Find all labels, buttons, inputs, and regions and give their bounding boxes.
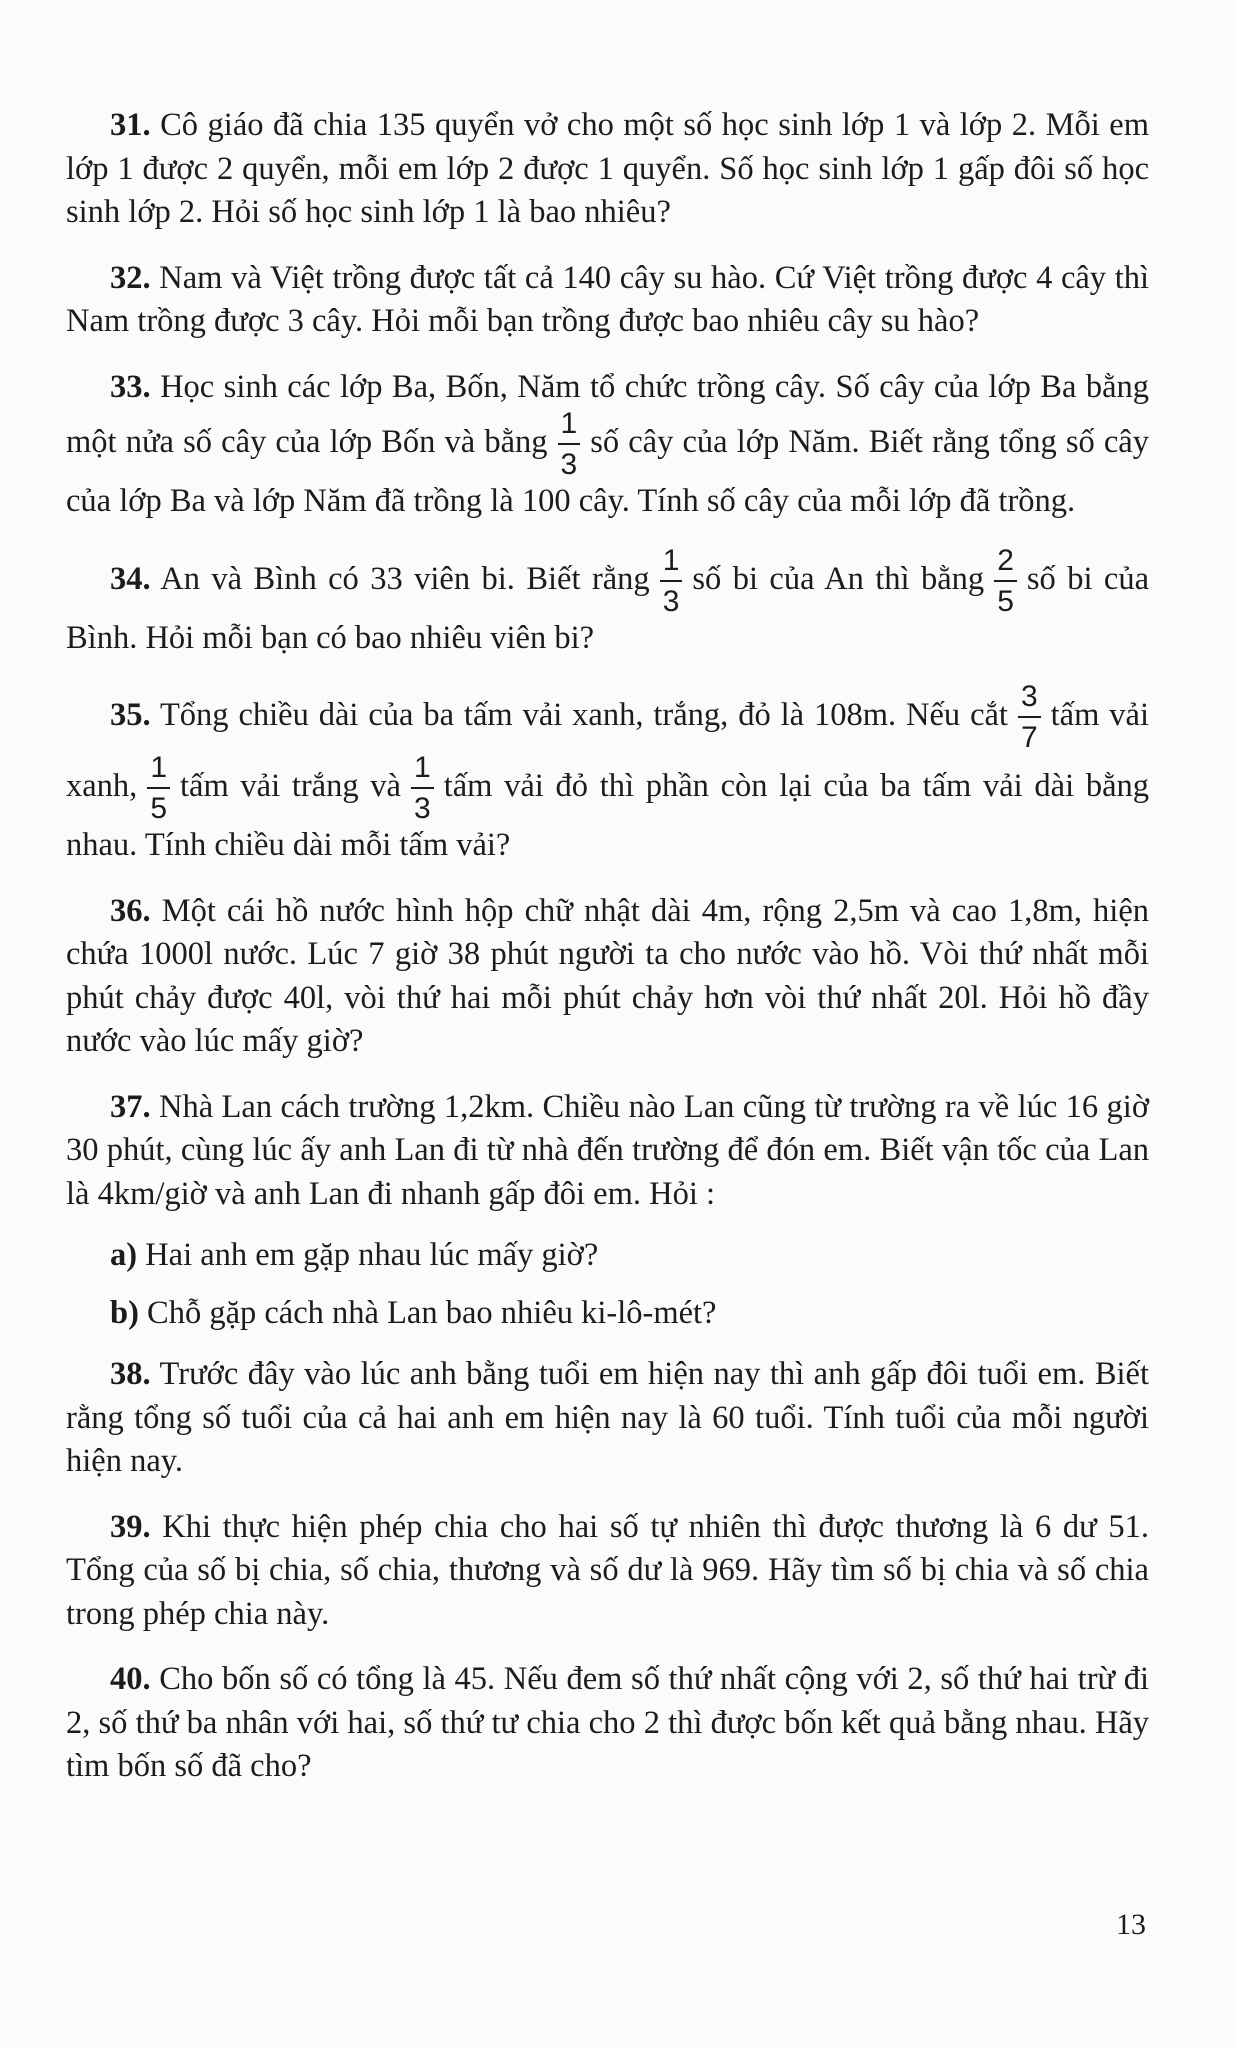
problem-text: Cô giáo đã chia 135 quyển vở cho một số học sinh lớp 1 và lớp 2. Mỗi em lớp 1 được 2 quyển, mỗi em lớp 2 được 1 quyển. Số học sinh lớp 1 gấp đôi số học sinh lớp 2. Hỏi số học sinh lớp 1 là bao nhiêu? — [66, 107, 1149, 230]
problem-number: 34. — [110, 560, 151, 597]
part-text: Chỗ gặp cách nhà Lan bao nhiêu ki-lô-mét? — [147, 1294, 717, 1331]
problem-text: tấm vải đỏ thì phần còn lại của ba tấm vải dài bằng nhau. Tính chiều dài mỗi tấm vải? — [66, 767, 1149, 863]
fraction-numerator: 2 — [997, 543, 1014, 577]
problem-37-part-b — [66, 1292, 1149, 1336]
problem-37-part-a — [66, 1234, 1149, 1278]
problem-40 — [66, 1658, 1149, 1789]
fraction-denominator: 5 — [997, 584, 1014, 618]
fraction — [411, 753, 434, 824]
fraction-denominator: 5 — [150, 792, 167, 825]
fraction-numerator: 1 — [414, 751, 431, 784]
problem-33 — [66, 366, 1149, 524]
part-label: a) — [110, 1237, 138, 1273]
problem-text: Trước đây vào lúc anh bằng tuổi em hiện nay thì anh gấp đôi tuổi em. Biết rằng tổng số tuổi của cả hai anh em hiện nay là 60 tuổi. Tính tuổi của mỗi người hiện nay. — [66, 1356, 1150, 1479]
fraction-numerator: 3 — [1020, 680, 1038, 713]
problem-number: 36. — [110, 892, 151, 929]
problem-text: Cho bốn số có tổng là 45. Nếu đem số thứ nhất cộng với 2, số thứ hai trừ đi 2, số thứ ba nhân với hai, số thứ tư chia cho 2 thì được bốn kết quả bằng nhau. Hãy tìm bốn số đã cho? — [66, 1661, 1150, 1784]
problem-number: 33. — [110, 368, 151, 405]
fraction-denominator: 3 — [560, 448, 578, 481]
fraction — [1018, 682, 1041, 753]
problem-text: tấm vải xanh, — [66, 696, 1149, 804]
problem-number: 40. — [110, 1661, 151, 1697]
problem-text: tấm vải trắng và — [180, 767, 401, 804]
problem-number: 32. — [110, 259, 151, 296]
problem-text: Nam và Việt trồng được tất cả 140 cây su hào. Cứ Việt trồng được 4 cây thì Nam trồng được 3 cây. Hỏi mỗi bạn trồng được bao nhiêu cây su hào? — [66, 259, 1150, 339]
fraction — [147, 753, 170, 824]
problem-text: Nhà Lan cách trường 1,2km. Chiều nào Lan cũng từ trường ra về lúc 16 giờ 30 phút, cùng lúc ấy anh Lan đi từ nhà đến trường để đón em. Biết vận tốc của Lan là 4km/giờ và anh Lan đi nhanh gấp đôi em. Hỏi : — [66, 1088, 1150, 1212]
problem-number: 35. — [110, 696, 151, 733]
problem-text: số cây của lớp Năm. Biết rằng tổng số cây của lớp Ba và lớp Năm đã trồng là 100 cây. Tính số cây của mỗi lớp đã trồng. — [66, 423, 1149, 519]
problem-36 — [66, 890, 1149, 1064]
fraction-numerator: 1 — [150, 751, 167, 784]
problem-number: 37. — [110, 1088, 151, 1125]
problem-number: 39. — [110, 1508, 151, 1545]
problem-number: 31. — [110, 107, 151, 143]
part-text: Hai anh em gặp nhau lúc mấy giờ? — [145, 1237, 599, 1273]
fraction-numerator: 1 — [662, 543, 680, 577]
fraction-denominator: 3 — [662, 584, 680, 618]
problem-32 — [66, 257, 1149, 344]
fraction — [660, 543, 683, 618]
fraction-denominator: 7 — [1020, 721, 1038, 754]
problem-text: số bi của Bình. Hỏi mỗi bạn có bao nhiêu viên bi? — [66, 560, 1149, 656]
problem-35 — [66, 682, 1149, 868]
fraction — [558, 409, 581, 480]
part-label: b) — [110, 1294, 139, 1331]
problem-31 — [66, 104, 1149, 235]
fraction — [994, 543, 1017, 618]
problem-text: Học sinh các lớp Ba, Bốn, Năm tổ chức trồng cây. Số cây của lớp Ba bằng một nửa số cây của lớp Bốn và bằng — [66, 368, 1150, 460]
problem-text: Khi thực hiện phép chia cho hai số tự nhiên thì được thương là 6 dư 51. Tổng của số bị chia, số chia, thương và số dư là 969. Hãy tìm số bị chia và số chia trong phép chia này. — [66, 1508, 1150, 1632]
problem-37 — [66, 1086, 1149, 1217]
problem-text: số bi của An thì bằng — [692, 560, 985, 597]
problem-number: 38. — [110, 1356, 151, 1392]
problem-text: Tổng chiều dài của ba tấm vải xanh, trắng, đỏ là 108m. Nếu cắt — [159, 696, 1008, 733]
problem-39 — [66, 1506, 1149, 1637]
problem-38 — [66, 1353, 1149, 1484]
problem-text: Một cái hồ nước hình hộp chữ nhật dài 4m, rộng 2,5m và cao 1,8m, hiện chứa 1000l nước. Lúc 7 giờ 38 phút người ta cho nước vào hồ. Vòi thứ nhất mỗi phút chảy được 40l, vòi thứ hai mỗi phút chảy hơn vòi thứ nhất 20l. Hỏi hồ đầy nước vào lúc mấy giờ? — [66, 892, 1149, 1059]
fraction-denominator: 3 — [414, 792, 431, 825]
fraction-numerator: 1 — [560, 407, 578, 440]
page-number: 13 — [1116, 1908, 1146, 1941]
problem-34 — [66, 543, 1149, 661]
problem-text: An và Bình có 33 viên bi. Biết rằng — [160, 560, 650, 597]
